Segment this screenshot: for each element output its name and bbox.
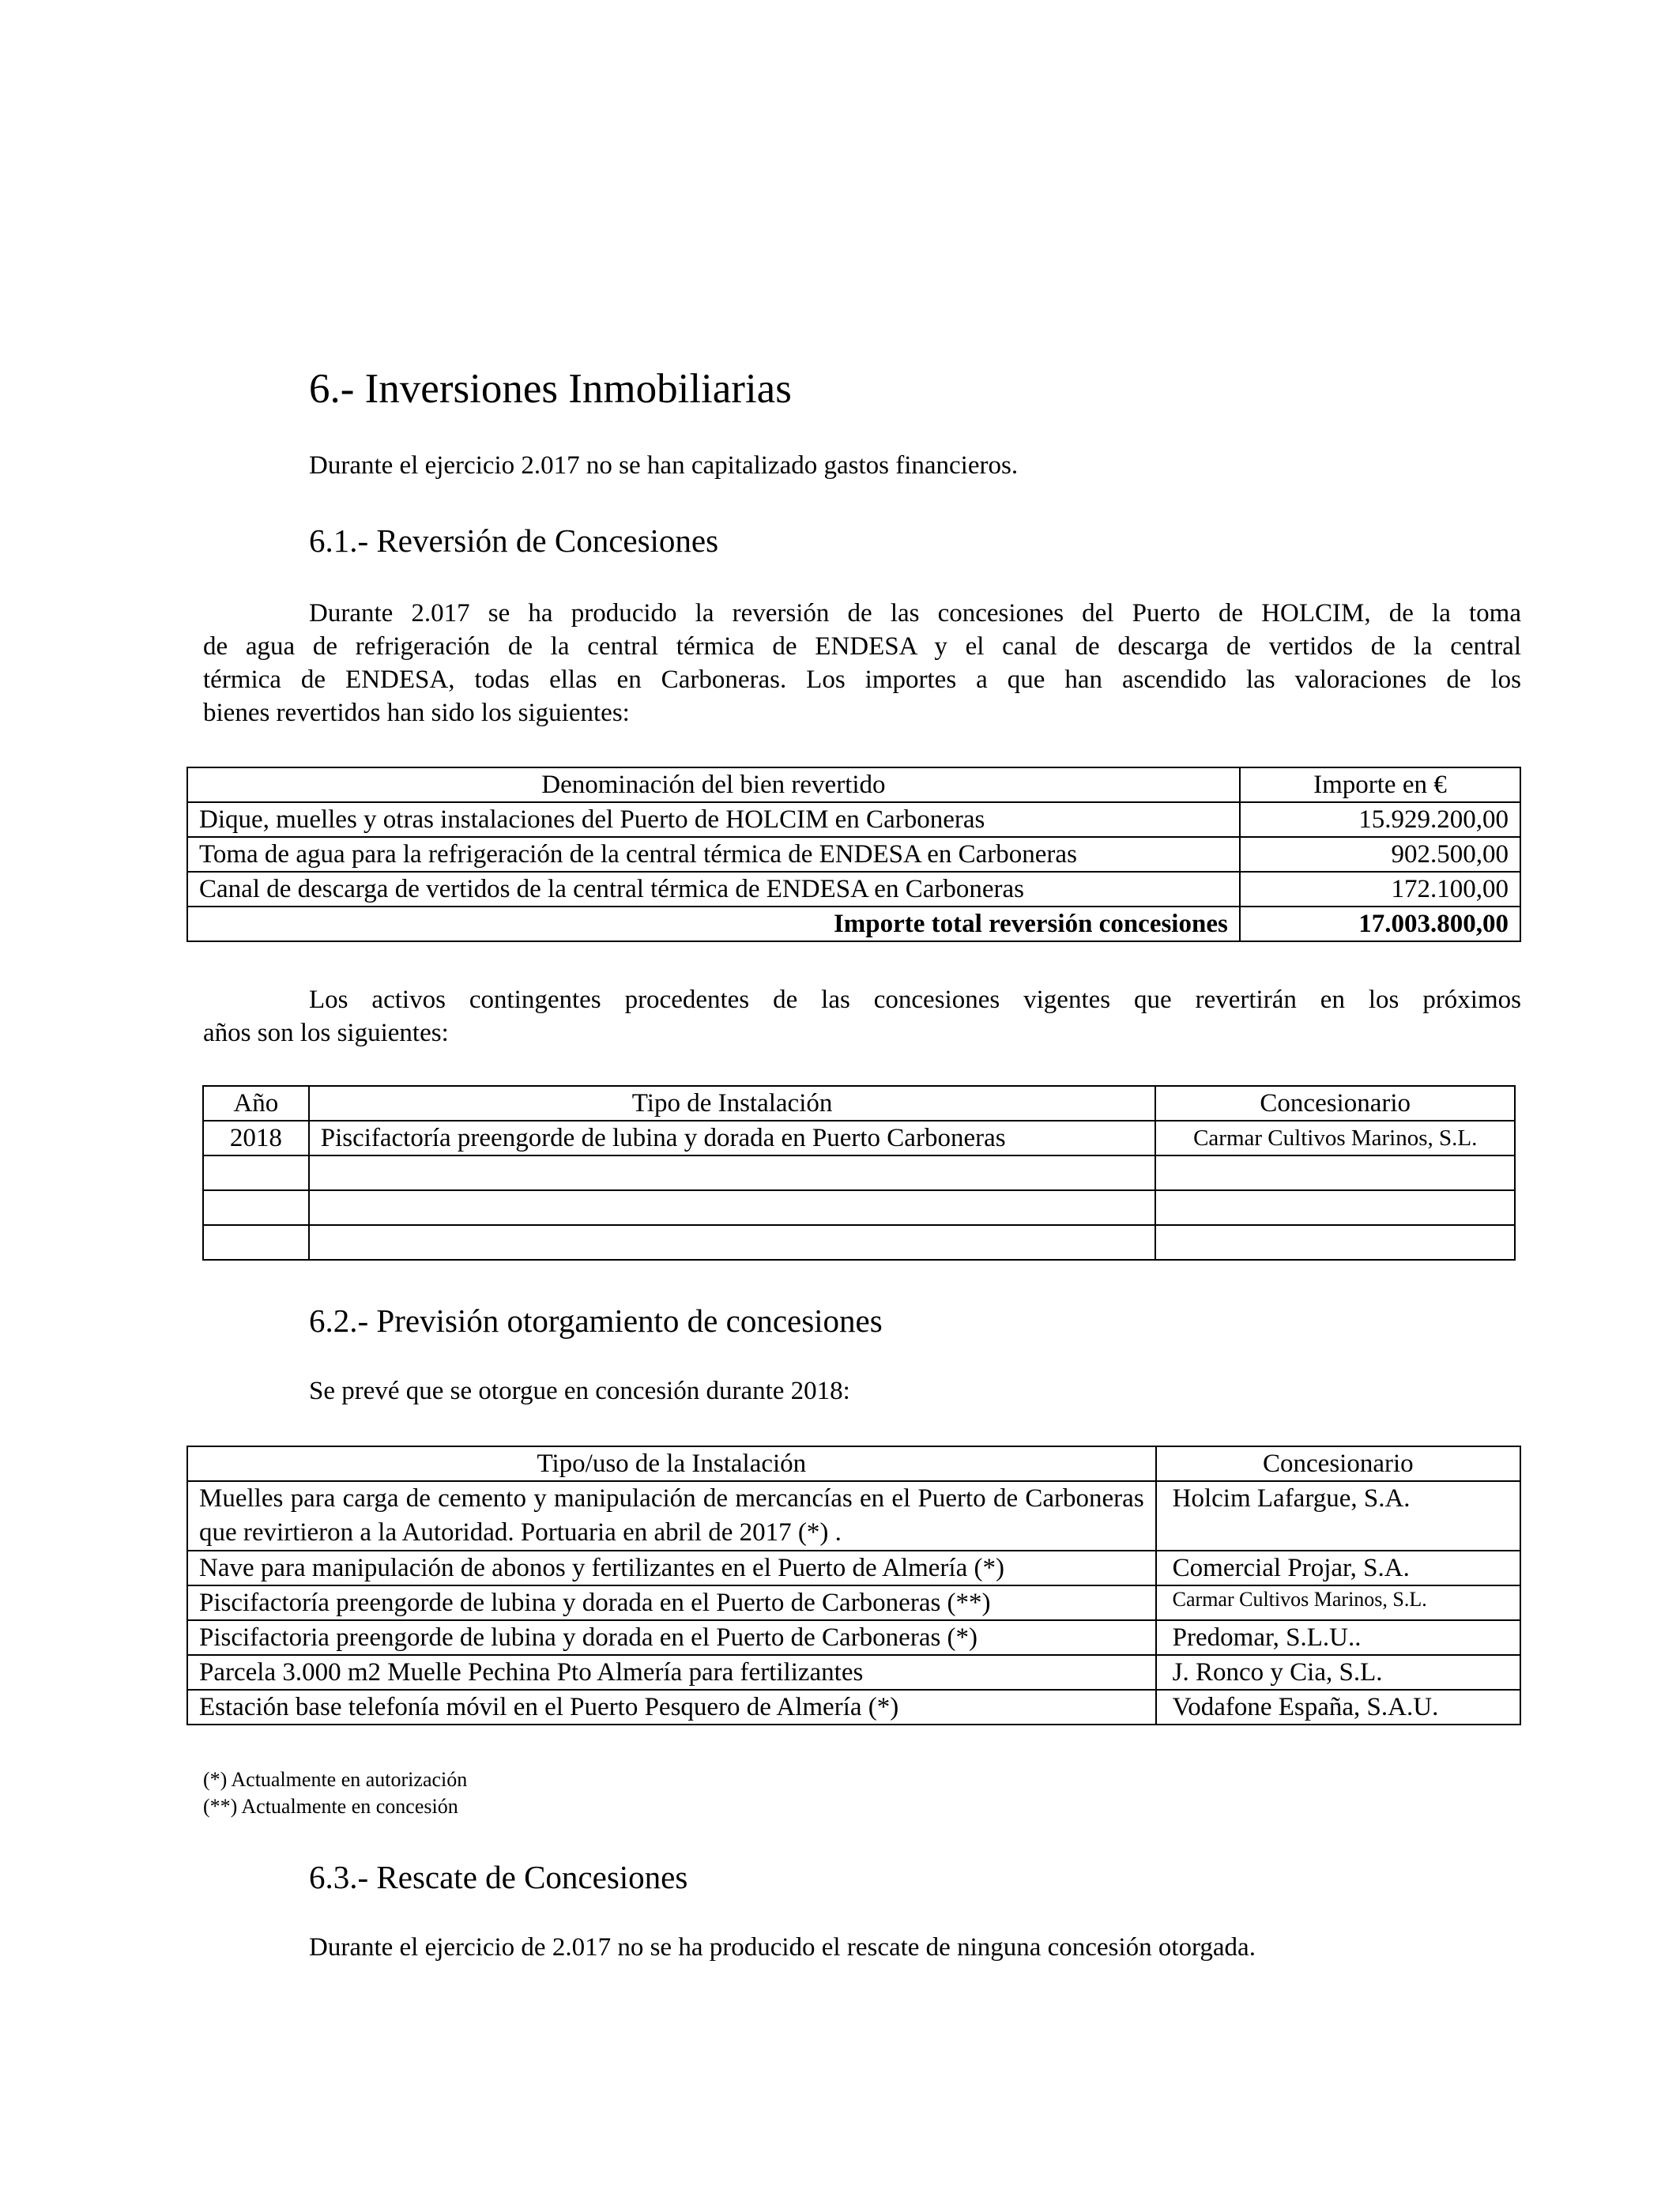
- table-row-empty: [203, 1225, 1515, 1260]
- section-6-2-intro: Se prevé que se otorgue en concesión durante 2018:: [309, 1377, 850, 1405]
- table-cell: Parcela 3.000 m2 Muelle Pechina Pto Almería para fertilizantes: [187, 1655, 1156, 1690]
- table-cell: 15.929.200,00: [1240, 802, 1520, 837]
- table-cell: Piscifactoria preengorde de lubina y dorada en el Puerto de Carboneras (*): [187, 1620, 1156, 1655]
- table-cell: 902.500,00: [1240, 837, 1520, 872]
- table-header-row: [187, 767, 1520, 802]
- table-row: [187, 837, 1520, 872]
- table-row: [187, 1690, 1520, 1725]
- table-total-row: [187, 907, 1520, 941]
- table-cell: Estación base telefonía móvil en el Puerto Pesquero de Almería (*): [187, 1690, 1156, 1725]
- table-cell: Carmar Cultivos Marinos, S.L.: [1156, 1585, 1520, 1620]
- section-6-3-title: 6.3.- Rescate de Concesiones: [309, 1859, 688, 1895]
- table-header-row: [187, 1446, 1520, 1481]
- table-cell: [1155, 1225, 1515, 1260]
- section-6-1-title: 6.1.- Reversión de Concesiones: [309, 522, 719, 559]
- table-cell: Carmar Cultivos Marinos, S.L.: [1155, 1121, 1515, 1155]
- table-header-row: [203, 1086, 1515, 1121]
- table-cell: Canal de descarga de vertidos de la central térmica de ENDESA en Carboneras: [187, 872, 1240, 907]
- total-label: Importe total reversión concesiones: [187, 907, 1240, 941]
- column-header: Importe en €: [1240, 767, 1520, 802]
- footnote-concession: (**) Actualmente en concesión: [203, 1795, 458, 1818]
- section-6-1-paragraph-2: [203, 983, 1521, 1050]
- section-6-1-paragraph: [203, 597, 1521, 729]
- table-cell: Toma de agua para la refrigeración de la central térmica de ENDESA en Carboneras: [187, 837, 1240, 872]
- section-6-2-title: 6.2.- Previsión otorgamiento de concesiones: [309, 1302, 883, 1339]
- contingent-assets-table: [202, 1085, 1516, 1261]
- section-6-3-text: Durante el ejercicio de 2.017 no se ha producido el rescate de ninguna concesión otorgada.: [309, 1933, 1256, 1962]
- table-cell: Piscifactoría preengorde de lubina y dorada en Puerto Carboneras: [309, 1121, 1156, 1155]
- table-cell: [309, 1190, 1156, 1225]
- table-cell: [203, 1155, 309, 1190]
- table-cell: 172.100,00: [1240, 872, 1520, 907]
- table-row: [187, 1585, 1520, 1620]
- column-header: Tipo de Instalación: [309, 1086, 1156, 1121]
- table-cell: [203, 1225, 309, 1260]
- table-cell: [1155, 1155, 1515, 1190]
- table-cell: [309, 1225, 1156, 1260]
- column-header: Año: [203, 1086, 309, 1121]
- table-cell: Dique, muelles y otras instalaciones del Puerto de HOLCIM en Carboneras: [187, 802, 1240, 837]
- paragraph-line: térmica de ENDESA, todas ellas en Carboneras. Los importes a que han ascendido las valoraciones de los: [203, 665, 1521, 694]
- table-cell: Holcim Lafargue, S.A.: [1156, 1481, 1520, 1551]
- table-row: [187, 1620, 1520, 1655]
- table-row-empty: [203, 1190, 1515, 1225]
- paragraph-line: Durante 2.017 se ha producido la reversión de las concesiones del Puerto de HOLCIM, de la toma: [309, 599, 1521, 628]
- footnote-authorization: (*) Actualmente en autorización: [203, 1768, 468, 1791]
- column-header: Concesionario: [1156, 1446, 1520, 1481]
- table-cell: [203, 1190, 309, 1225]
- total-value: 17.003.800,00: [1240, 907, 1520, 941]
- table-row-empty: [203, 1155, 1515, 1190]
- section-6-intro: Durante el ejercicio 2.017 no se han capitalizado gastos financieros.: [309, 451, 1019, 480]
- table-row: [187, 1551, 1520, 1585]
- table-cell: Comercial Projar, S.A.: [1156, 1551, 1520, 1585]
- paragraph-line: años son los siguientes:: [203, 1019, 449, 1047]
- table-cell: Vodafone España, S.A.U.: [1156, 1690, 1520, 1725]
- reversion-table: [186, 767, 1521, 942]
- table-cell: Muelles para carga de cemento y manipulación de mercancías en el Puerto de Carboneras que revirtieron a la Autoridad. Portuaria en abril de 2017 (*) .: [187, 1481, 1156, 1551]
- paragraph-line: de agua de refrigeración de la central térmica de ENDESA y el canal de descarga de vertidos de la central: [203, 632, 1521, 661]
- table-row: [187, 802, 1520, 837]
- table-cell: 2018: [203, 1121, 309, 1155]
- column-header: Denominación del bien revertido: [187, 767, 1240, 802]
- table-row: [187, 1655, 1520, 1690]
- concession-forecast-table: [186, 1446, 1521, 1725]
- paragraph-line: bienes revertidos han sido los siguientes:: [203, 699, 630, 727]
- section-6-title: 6.- Inversiones Inmobiliarias: [309, 366, 792, 412]
- table-cell: Nave para manipulación de abonos y fertilizantes en el Puerto de Almería (*): [187, 1551, 1156, 1585]
- table-cell: [1155, 1190, 1515, 1225]
- table-row: [187, 872, 1520, 907]
- table-cell: J. Ronco y Cia, S.L.: [1156, 1655, 1520, 1690]
- table-cell: Piscifactoría preengorde de lubina y dorada en el Puerto de Carboneras (**): [187, 1585, 1156, 1620]
- table-cell: Predomar, S.L.U..: [1156, 1620, 1520, 1655]
- table-cell: [309, 1155, 1156, 1190]
- table-row: [187, 1481, 1520, 1551]
- column-header: Concesionario: [1155, 1086, 1515, 1121]
- column-header: Tipo/uso de la Instalación: [187, 1446, 1156, 1481]
- paragraph-line: Los activos contingentes procedentes de las concesiones vigentes que revertirán en los próximos: [309, 986, 1521, 1014]
- table-row: [203, 1121, 1515, 1155]
